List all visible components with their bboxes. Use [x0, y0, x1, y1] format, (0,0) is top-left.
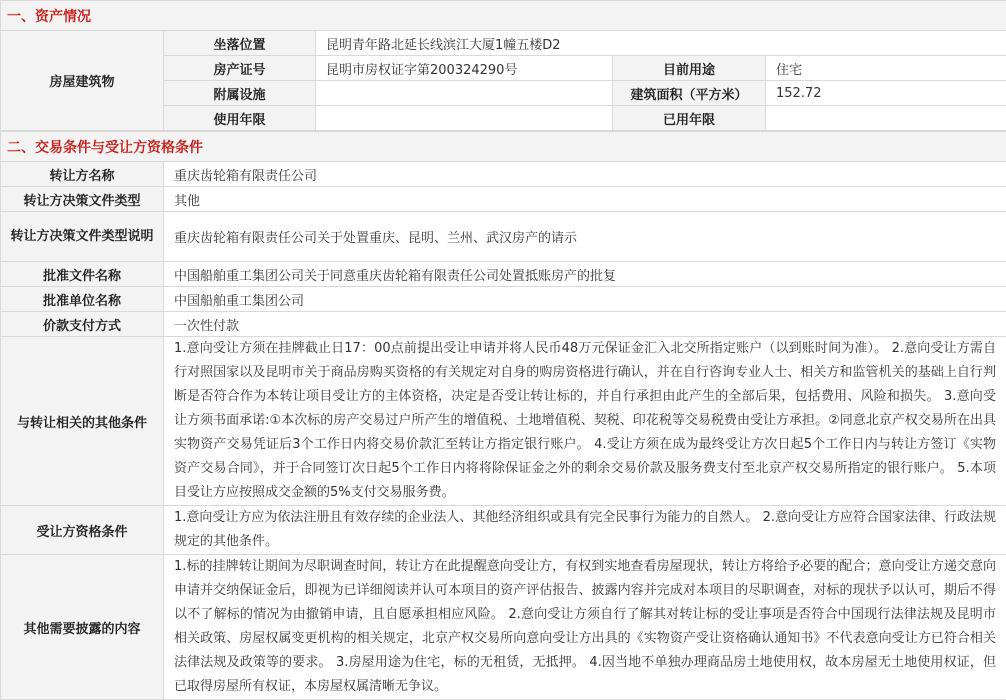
approval-unit-label: 批准单位名称: [1, 287, 164, 312]
location-value: 昆明青年路北延长线滨江大厦1幢五楼D2: [316, 31, 1006, 56]
use-value: 住宅: [766, 56, 1006, 81]
table-row: [1, 262, 1006, 287]
disclosure-value: 1.标的挂牌转让期间为尽职调查时间，转让方在此提醒意向受让方，有权到实地查看房屋现状，转让方将给予必要的配合；意向受让方递交意向申请并交纳保证金后，即视为已详细阅读并认可本项目的资产评估报告、披露内容并完成对本项目的尽职调查，对标的现状予以认可，期后不得以不了解标的情况为由撤销申请，且自愿承担相应风险。 2.意向受让方须自行了解其对转让标的受让事项是否符合中国现行法律法规及昆明市相关政策、房屋权属变更机构的相关规定，北京产权交易所向意向受让方出具的《实物资产受让资格确认通知书》不代表意向受让方已符合相关法律法规及政策等的要求。 3.房屋用途为住宅，标的无租赁，无抵押。 4.因当地不单独办理商品房土地使用权，故本房屋无土地使用权证，但已取得房屋所有权证，本房屋权属清晰无争议。: [164, 555, 1006, 700]
trade-conditions-table: [0, 131, 1006, 700]
location-label: 坐落位置: [164, 31, 316, 56]
facility-label: 附属设施: [164, 81, 316, 106]
cert-label: 房产证号: [164, 56, 316, 81]
asset-info-table: [0, 0, 1006, 131]
table-row: [1, 506, 1006, 555]
decision-doc-type-label: 转让方决策文件类型: [1, 187, 164, 212]
table-row: [1, 162, 1006, 187]
section-title-trade: 二、交易条件与受让方资格条件: [1, 132, 1006, 162]
transferor-name-label: 转让方名称: [1, 162, 164, 187]
decision-doc-desc-value: 重庆齿轮箱有限责任公司关于处置重庆、昆明、兰州、武汉房产的请示: [164, 212, 1006, 262]
section-title-asset: 一、资产情况: [1, 1, 1006, 31]
table-row: [1, 287, 1006, 312]
table-row: [1, 31, 1006, 56]
decision-doc-desc-label: 转让方决策文件类型说明: [1, 212, 164, 262]
payment-method-label: 价款支付方式: [1, 312, 164, 337]
other-conditions-label: 与转让相关的其他条件: [1, 337, 164, 506]
transferor-name-value: 重庆齿轮箱有限责任公司: [164, 162, 1006, 187]
decision-doc-type-value: 其他: [164, 187, 1006, 212]
building-group-label: 房屋建筑物: [1, 31, 164, 131]
other-conditions-value: 1.意向受让方须在挂牌截止日17：00点前提出受让申请并将人民币48万元保证金汇入北交所指定账户（以到账时间为准）。 2.意向受让方需自行对照国家以及昆明市关于商品房购买资格的有关规定对自身的购房资格进行确认，并在自行咨询专业人士、相关方和监管机关的基础上自行判断是否符合作为本转让项目受让方的主体资格，决定是否受让转让标的，并自行承担由此产生的全部后果，包括费用、风险和损失。 3.意向受让方须书面承诺:①本次标的房产交易过户所产生的增值税、土地增值税、契税、印花税等交易税费由受让方承担。②同意北京产权交易所在出具实物资产交易凭证后3个工作日内将交易价款汇至转让方指定银行账户。 4.受让方须在成为最终受让方次日起5个工作日内与转让方签订《实物资产交易合同》，并于合同签订次日起5个工作日内将将除保证金之外的剩余交易价款及服务费支付至北京产权交易所指定的银行账户。 5.本项目受让方应按照成交金额的5%支付交易服务费。: [164, 337, 1006, 506]
approval-unit-value: 中国船舶重工集团公司: [164, 287, 1006, 312]
used-years-label: 已用年限: [613, 106, 766, 131]
years-value: [316, 106, 613, 131]
table-row: [1, 312, 1006, 337]
qualification-value: 1.意向受让方应为依法注册且有效存续的企业法人、其他经济组织或具有完全民事行为能力的自然人。 2.意向受让方应符合国家法律、行政法规规定的其他条件。: [164, 506, 1006, 555]
used-years-value: [766, 106, 1006, 131]
approval-doc-label: 批准文件名称: [1, 262, 164, 287]
years-label: 使用年限: [164, 106, 316, 131]
facility-value: [316, 81, 613, 106]
area-label: 建筑面积（平方米）: [613, 81, 766, 106]
disclosure-label: 其他需要披露的内容: [1, 555, 164, 700]
cert-value: 昆明市房权证字第200324290号: [316, 56, 613, 81]
qualification-label: 受让方资格条件: [1, 506, 164, 555]
table-row: [1, 337, 1006, 506]
table-row: [1, 555, 1006, 700]
approval-doc-value: 中国船舶重工集团公司关于同意重庆齿轮箱有限责任公司处置抵账房产的批复: [164, 262, 1006, 287]
area-value: 152.72: [766, 81, 1006, 106]
table-row: [1, 187, 1006, 212]
table-row: [1, 212, 1006, 262]
use-label: 目前用途: [613, 56, 766, 81]
payment-method-value: 一次性付款: [164, 312, 1006, 337]
